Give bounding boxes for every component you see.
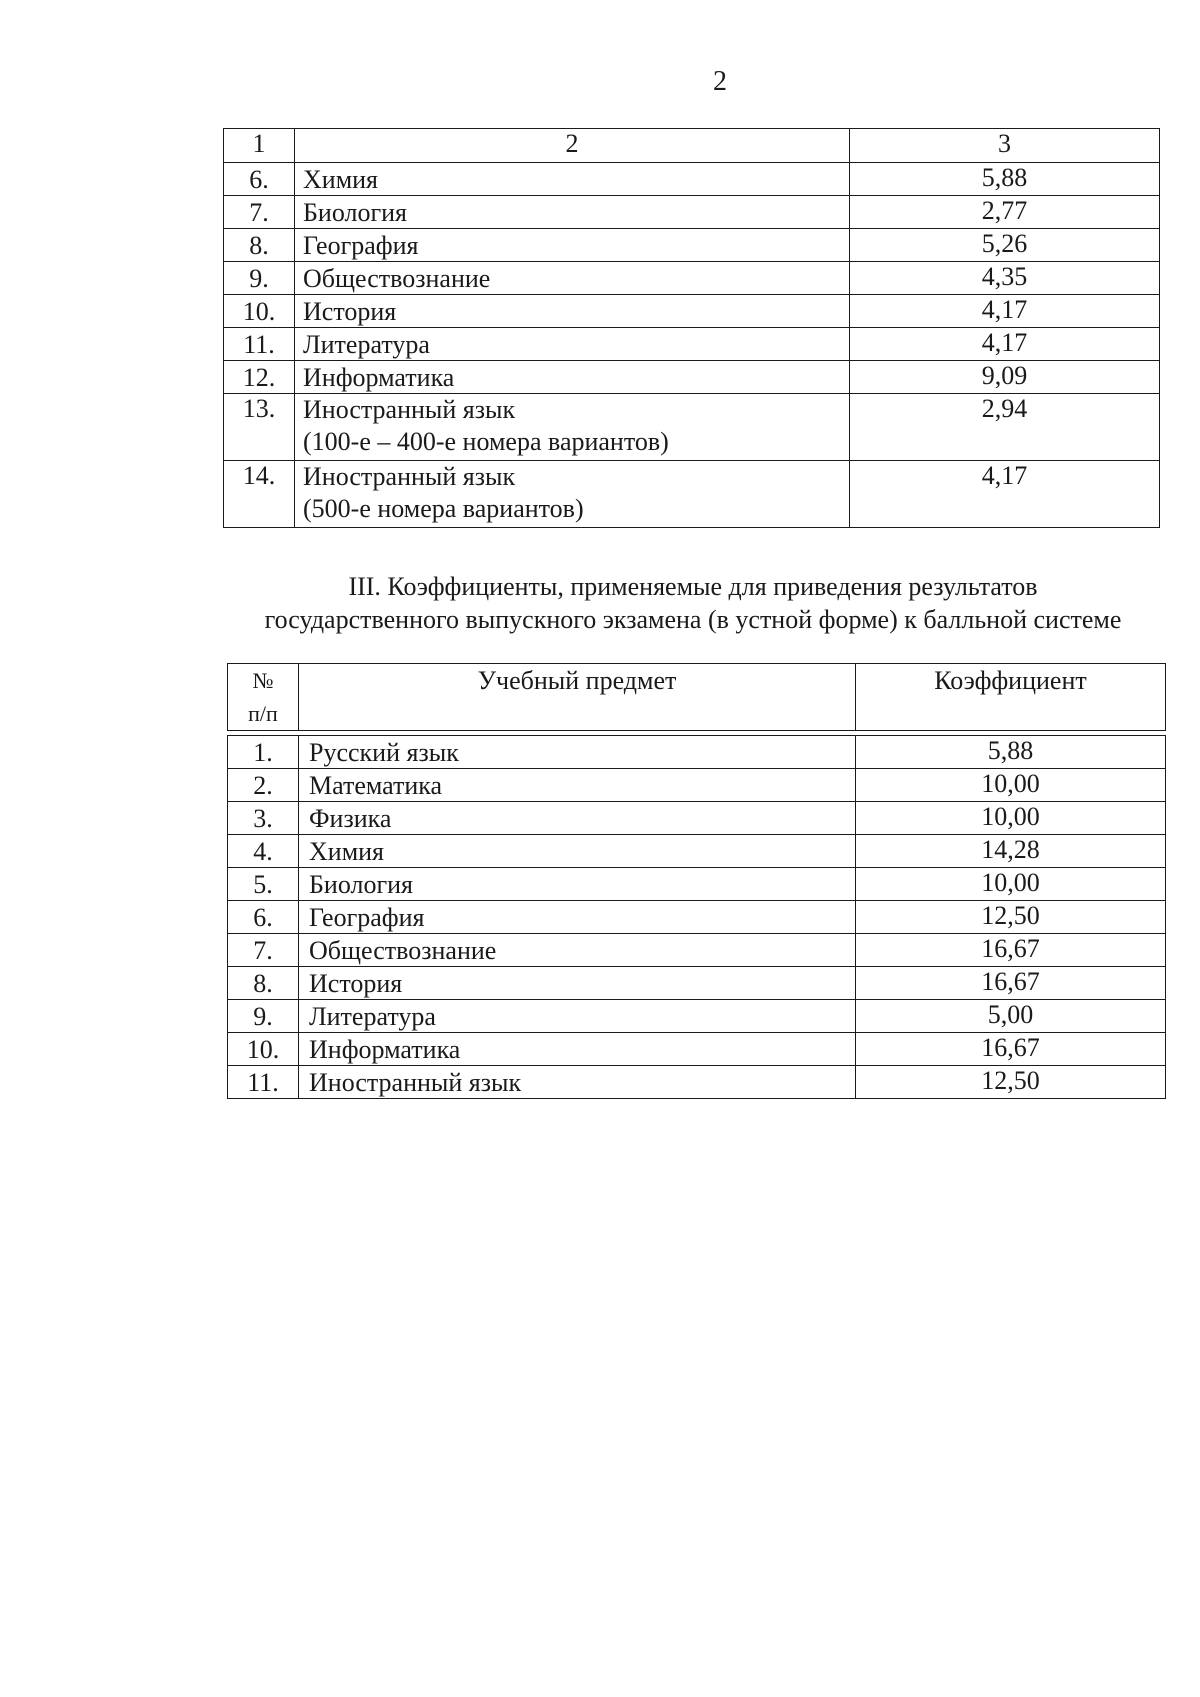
row-subject: Обществознание — [295, 262, 850, 295]
table-row — [224, 328, 1160, 361]
table-row — [228, 1000, 1166, 1033]
row-subject — [295, 461, 850, 528]
row-number: 4. — [228, 835, 299, 868]
header-number — [228, 664, 299, 731]
row-subject: Русский язык — [299, 736, 856, 769]
row-coefficient: 10,00 — [856, 769, 1166, 802]
row-coefficient: 14,28 — [856, 835, 1166, 868]
header-coefficient: Коэффициент — [856, 664, 1166, 731]
row-coefficient: 2,94 — [850, 394, 1160, 461]
row-subject: Биология — [295, 196, 850, 229]
row-coefficient: 4,17 — [850, 461, 1160, 528]
row-subject: Информатика — [295, 361, 850, 394]
row-subject: Физика — [299, 802, 856, 835]
row-coefficient: 4,17 — [850, 295, 1160, 328]
row-coefficient: 5,88 — [850, 163, 1160, 196]
row-subject: Обществознание — [299, 934, 856, 967]
table-row — [224, 196, 1160, 229]
table-row — [228, 901, 1166, 934]
section-title-line: III. Коэффициенты, применяемые для приведения результатов — [348, 572, 1038, 601]
row-number: 14. — [224, 461, 295, 528]
row-coefficient: 12,50 — [856, 901, 1166, 934]
row-subject: Математика — [299, 769, 856, 802]
row-number: 5. — [228, 868, 299, 901]
row-subject: География — [299, 901, 856, 934]
header-number-abbr: п/п — [248, 701, 278, 726]
row-number: 10. — [228, 1033, 299, 1066]
row-number: 3. — [228, 802, 299, 835]
table-row — [228, 736, 1166, 769]
row-number: 11. — [228, 1066, 299, 1099]
row-coefficient: 5,88 — [856, 736, 1166, 769]
table-row — [228, 934, 1166, 967]
row-number: 9. — [228, 1000, 299, 1033]
table-row — [224, 461, 1160, 528]
table-row — [228, 1033, 1166, 1066]
section-title-line: государственного выпускного экзамена (в устной форме) к балльной системе — [264, 605, 1122, 634]
row-subject: География — [295, 229, 850, 262]
row-subject: Литература — [299, 1000, 856, 1033]
table-row — [228, 967, 1166, 1000]
table-row — [224, 295, 1160, 328]
table-row — [228, 769, 1166, 802]
page-number: 2 — [713, 66, 727, 97]
row-coefficient: 9,09 — [850, 361, 1160, 394]
row-coefficient: 5,26 — [850, 229, 1160, 262]
row-number: 13. — [224, 394, 295, 461]
coefficients-table-continued — [223, 128, 1160, 528]
column-number-2: 2 — [295, 129, 850, 163]
row-subject: История — [295, 295, 850, 328]
row-number: 12. — [224, 361, 295, 394]
column-number-3: 3 — [850, 129, 1160, 163]
section-title — [223, 570, 1163, 636]
row-coefficient: 5,00 — [856, 1000, 1166, 1033]
table-row — [224, 229, 1160, 262]
row-subject: Химия — [295, 163, 850, 196]
oral-exam-coefficients-table — [227, 663, 1166, 1099]
row-number: 11. — [224, 328, 295, 361]
table-row — [224, 394, 1160, 461]
row-subject: Информатика — [299, 1033, 856, 1066]
row-number: 7. — [224, 196, 295, 229]
row-number: 1. — [228, 736, 299, 769]
row-subject: Литература — [295, 328, 850, 361]
table-row — [228, 835, 1166, 868]
row-subject-name: Иностранный язык — [303, 395, 516, 424]
row-coefficient: 12,50 — [856, 1066, 1166, 1099]
row-coefficient: 4,17 — [850, 328, 1160, 361]
table-row — [224, 163, 1160, 196]
row-subject: История — [299, 967, 856, 1000]
row-number: 9. — [224, 262, 295, 295]
header-number-sign: № — [252, 668, 274, 693]
row-coefficient: 2,77 — [850, 196, 1160, 229]
row-coefficient: 16,67 — [856, 1033, 1166, 1066]
row-number: 7. — [228, 934, 299, 967]
row-number: 8. — [224, 229, 295, 262]
row-number: 2. — [228, 769, 299, 802]
row-subject-name: Иностранный язык — [303, 462, 516, 491]
table-row — [228, 1066, 1166, 1099]
row-coefficient: 16,67 — [856, 934, 1166, 967]
table-header-row — [224, 129, 1160, 163]
row-subject: Иностранный язык — [299, 1066, 856, 1099]
row-coefficient: 16,67 — [856, 967, 1166, 1000]
row-coefficient: 10,00 — [856, 802, 1166, 835]
row-subject: Биология — [299, 868, 856, 901]
table-row — [228, 802, 1166, 835]
row-subject — [295, 394, 850, 461]
row-coefficient: 10,00 — [856, 868, 1166, 901]
row-number: 6. — [224, 163, 295, 196]
header-subject: Учебный предмет — [299, 664, 856, 731]
row-number: 8. — [228, 967, 299, 1000]
row-coefficient: 4,35 — [850, 262, 1160, 295]
row-number: 10. — [224, 295, 295, 328]
table-row — [224, 361, 1160, 394]
table-row — [228, 868, 1166, 901]
table-row — [224, 262, 1160, 295]
table-header-row — [228, 664, 1166, 731]
row-subject-note: (500-е номера вариантов) — [303, 494, 584, 523]
column-number-1: 1 — [224, 129, 295, 163]
row-number: 6. — [228, 901, 299, 934]
row-subject-note: (100-е – 400-е номера вариантов) — [303, 427, 669, 456]
row-subject: Химия — [299, 835, 856, 868]
